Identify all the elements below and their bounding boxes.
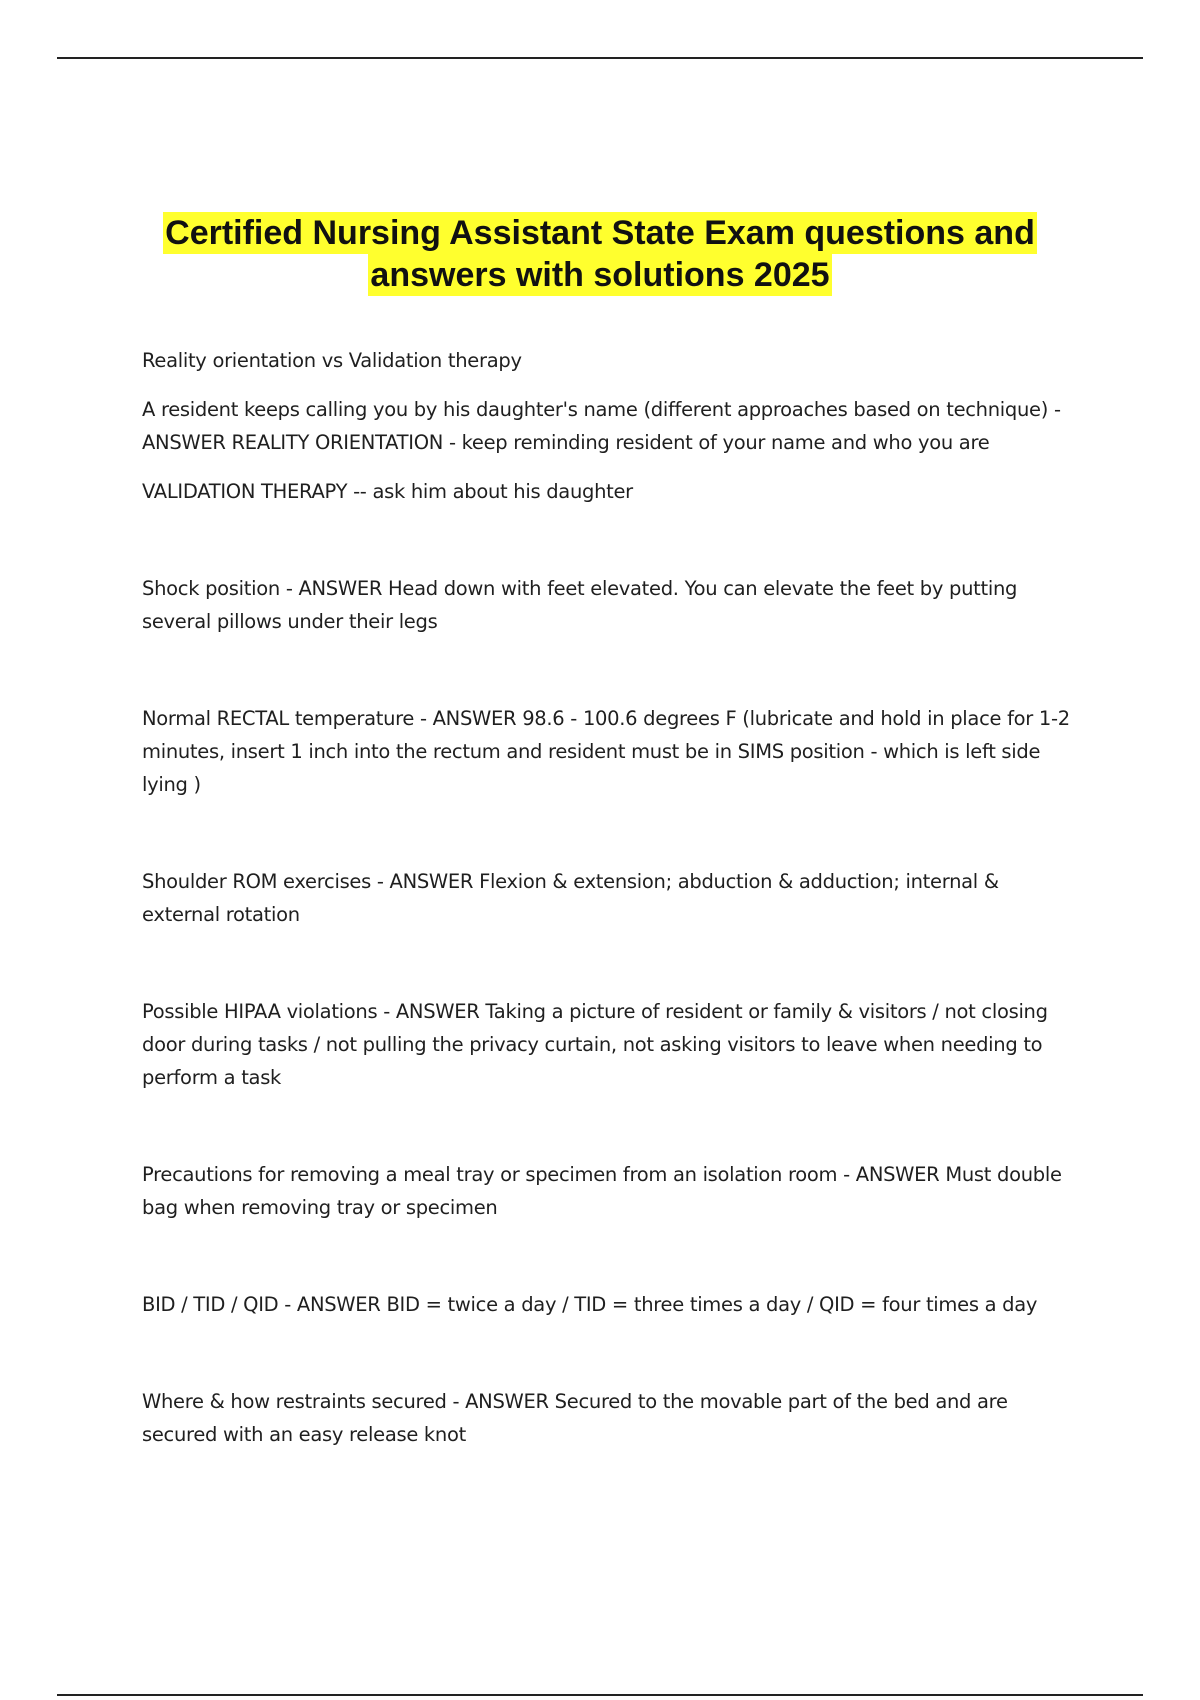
paragraph-shoulder-rom: Shoulder ROM exercises - ANSWER Flexion & extension; abduction & adduction; internal & external rotation (142, 870, 999, 926)
paragraph-reality-vs-validation: Reality orientation vs Validation therapy (142, 349, 522, 372)
paragraph-isolation-precautions: Precautions for removing a meal tray or specimen from an isolation room - ANSWER Must double bag when removing tray or specimen (142, 1163, 1062, 1219)
document-title (0, 212, 1200, 296)
paragraph-bid-tid-qid: BID / TID / QID - ANSWER BID = twice a day / TID = three times a day / QID = four times a day (142, 1293, 1038, 1316)
paragraph-restraints: Where & how restraints secured - ANSWER Secured to the movable part of the bed and are secured with an easy release knot (142, 1390, 1008, 1446)
title-line-2: answers with solutions 2025 (370, 256, 830, 294)
paragraph-hipaa-violations: Possible HIPAA violations - ANSWER Taking a picture of resident or family & visitors / not closing door during tasks / not pulling the privacy curtain, not asking visitors to leave when needing to perform a task (142, 1000, 1048, 1089)
paragraph-shock-position: Shock position - ANSWER Head down with feet elevated. You can elevate the feet by putting several pillows under their legs (142, 577, 1018, 633)
bottom-divider (57, 1694, 1143, 1696)
title-line-1: Certified Nursing Assistant State Exam questions and (165, 214, 1035, 252)
paragraph-daughter-name: A resident keeps calling you by his daughter's name (different approaches based on technique) - ANSWER REALITY ORIENTATION - keep reminding resident of your name and who you are (142, 398, 1061, 454)
document-body (142, 344, 1072, 1451)
paragraph-validation-therapy: VALIDATION THERAPY -- ask him about his daughter (142, 480, 633, 503)
paragraph-rectal-temperature: Normal RECTAL temperature - ANSWER 98.6 - 100.6 degrees F (lubricate and hold in place for 1-2 minutes, insert 1 inch into the rectum and resident must be in SIMS position - which is left side lying ) (142, 707, 1070, 796)
top-divider (57, 57, 1143, 59)
